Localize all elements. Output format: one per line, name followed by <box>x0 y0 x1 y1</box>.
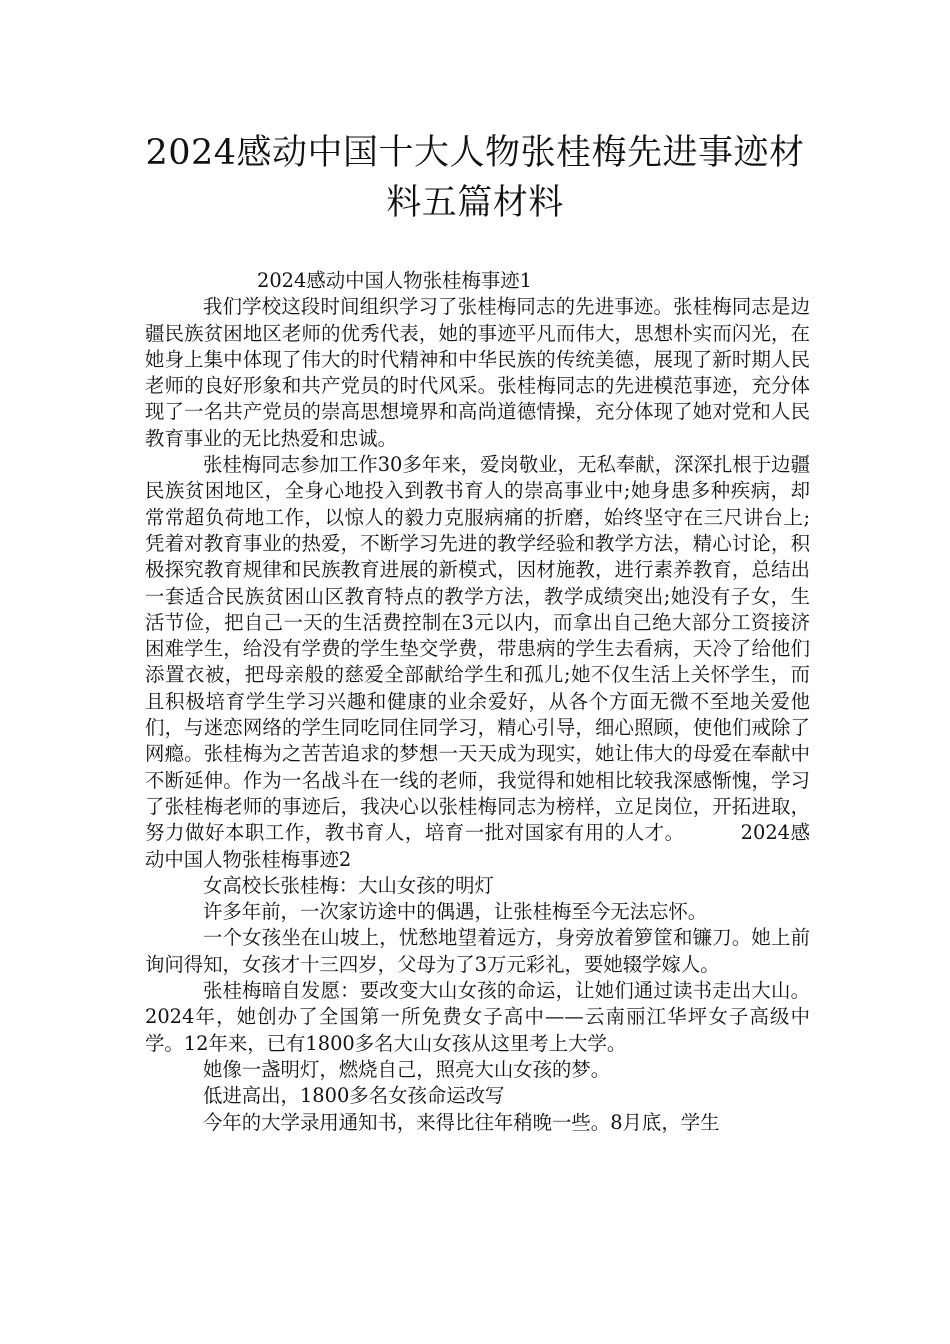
paragraph: 女高校长张桂梅：大山女孩的明灯 <box>203 873 494 897</box>
section-heading-2: 2024感动中国人物张桂梅事迹2 <box>145 821 810 871</box>
paragraph: 低进高出，1800多名女孩命运改写 <box>203 1084 505 1108</box>
paragraph: 张桂梅暗自发愿：要改变大山女孩的命运，让她们通过读书走出大山。2024年，她创办了全国第一所免费女子高中——云南丽江华坪女子高级中学。12年来，已有1800多名大山女孩从这里考上大学。 <box>145 979 810 1055</box>
paragraph: 今年的大学录用通知书，来得比往年稍晚一些。8月底，学生 <box>203 1110 720 1134</box>
document-body <box>145 268 810 1136</box>
paragraph: 许多年前，一次家访途中的偶遇，让张桂梅至今无法忘怀。 <box>203 900 708 924</box>
document-title: 2024感动中国十大人物张桂梅先进事迹材料五篇材料 <box>145 133 805 223</box>
paragraph: 我们学校这段时间组织学习了张桂梅同志的先进事迹。张桂梅同志是边疆民族贫困地区老师的优秀代表，她的事迹平凡而伟大，思想朴实而闪光，在她身上集中体现了伟大的时代精神和中华民族的传统美德，展现了新时期人民老师的良好形象和共产党员的时代风采。张桂梅同志的先进模范事迹，充分体现了一名共产党员的崇高思想境界和高尚道德情操，充分体现了她对党和人民教育事业的无比热爱和忠诚。 <box>145 295 810 450</box>
paragraph-text: 张桂梅同志参加工作30多年来，爱岗敬业，无私奉献，深深扎根于边疆民族贫困地区，全身心地投入到教书育人的崇高事业中;她身患多种疾病，却常常超负荷地工作，以惊人的毅力克服病痛的折磨，始终坚守在三尺讲台上;凭着对教育事业的热爱，不断学习先进的教学经验和教学方法，精心讨论，积极探究教育规律和民族教育进展的新模式，因材施教，进行素养教育，总结出一套适合民族贫困山区教育特点的教学方法，教学成绩突出;她没有子女，生活节俭，把自己一天的生活费控制在3元以内，而拿出自己绝大部分工资接济困难学生，给没有学费的学生垫交学费，带患病的学生去看病，天冷了给他们添置衣被，把母亲般的慈爱全部献给学生和孤儿;她不仅生活上关怀学生，而且积极培育学生学习兴趣和健康的业余爱好，从各个方面无微不至地关爱他们，与迷恋网络的学生同吃同住同学习，精心引导，细心照顾，使他们戒除了网瘾。张桂梅为之苦苦追求的梦想一天天成为现实，她让伟大的母爱在奉献中不断延伸。作为一名战斗在一线的老师，我觉得和她相比较我深感惭愧，学习了张桂梅老师的事迹后，我决心以张桂梅同志为榜样，立足岗位，开拓进取，努力做好本职工作，教书育人，培育一批对国家有用的人才。 <box>145 453 810 845</box>
paragraph: 一个女孩坐在山坡上，忧愁地望着远方，身旁放着箩筐和镰刀。她上前询问得知，女孩才十三四岁，父母为了3万元彩礼，要她辍学嫁人。 <box>145 926 810 976</box>
section-heading-1: 2024感动中国人物张桂梅事迹1 <box>257 269 532 292</box>
paragraph: 她像一盏明灯，燃烧自己，照亮大山女孩的梦。 <box>203 1057 611 1081</box>
paragraph <box>145 452 810 873</box>
